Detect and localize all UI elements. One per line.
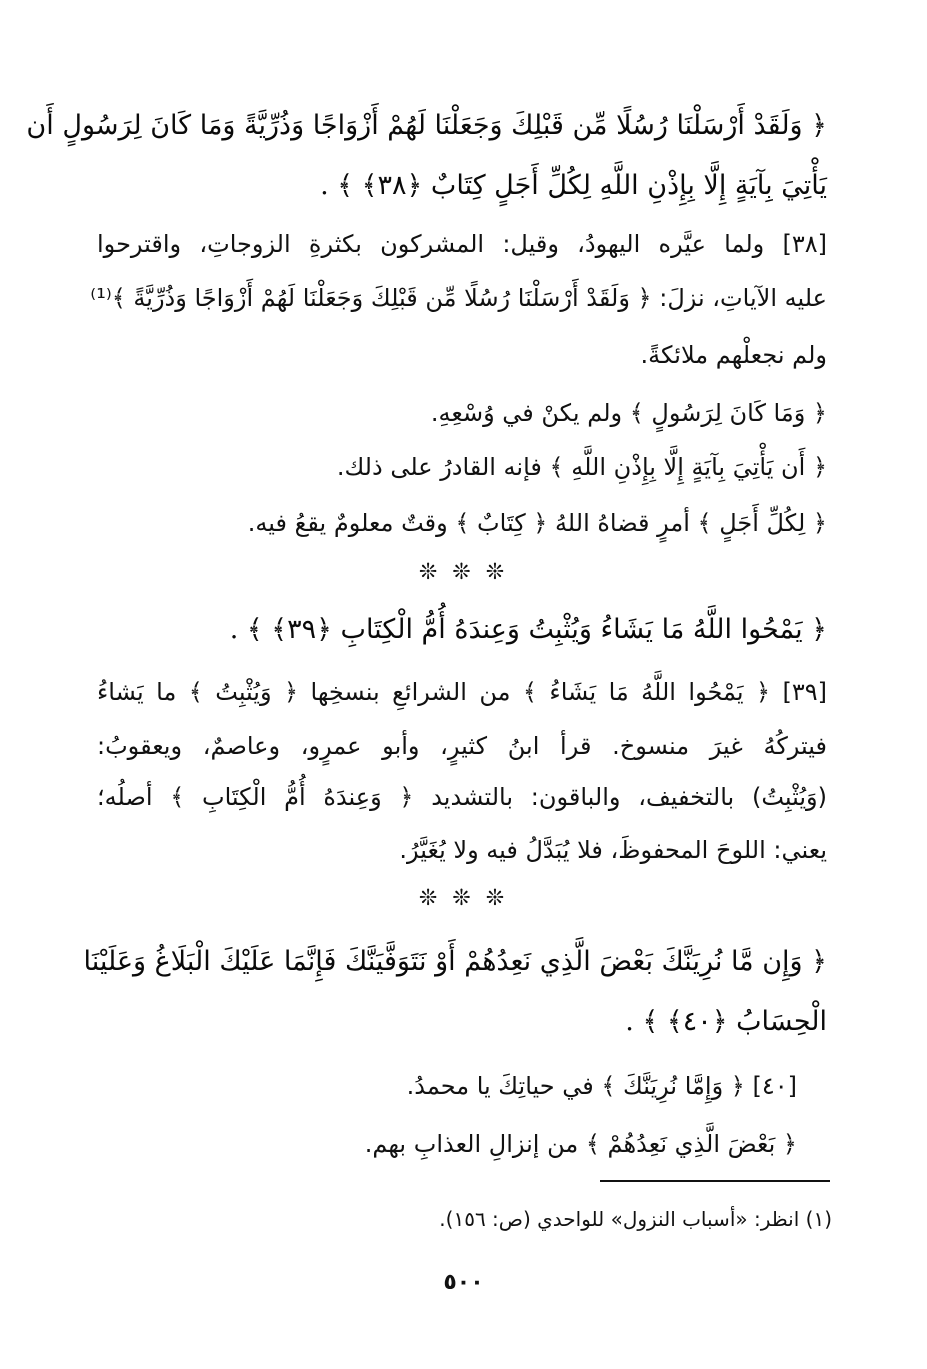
commentary-39-line-3: (وَيُثْبِتُ) بالتخفيف، والباقون: بالتشديد ﴿ وَعِندَهُ أُمُّ الْكِتَابِ ﴾ أصلُه؛	[97, 783, 827, 811]
commentary-39-line-1: [٣٩] ﴿ يَمْحُوا اللَّهُ مَا يَشَاءُ ﴾ من الشرائعِ بنسخِها ﴿ وَيُثْبِتُ ﴾ ما يَشاءُ	[97, 678, 827, 706]
commentary-39-line-2: فيتركُهُ غيرَ منسوخ. قرأ ابنُ كثيرٍ، وأبو عمرٍو، وعاصمٌ، ويعقوبُ:	[97, 732, 827, 760]
commentary-40-line-1: [٤٠] ﴿ وَإِمَّا نُرِيَنَّكَ ﴾ في حياتِكَ يا محمدُ.	[406, 1072, 797, 1100]
verse-38-line-2: يَأْتِيَ بِآيَةٍ إِلَّا بِإِذْنِ اللَّهِ لِكُلِّ أَجَلٍ كِتَابٌ ﴿٣٨﴾ ﴾ .	[320, 170, 827, 201]
commentary-38-line-1: [٣٨] ولما عيَّره اليهودُ، وقيل: المشركون بكثرةِ الزوجاتِ، واقترحوا	[97, 230, 827, 258]
section-separator: ❊ ❊ ❊	[418, 886, 509, 911]
commentary-38-line-4: ﴿ وَمَا كَانَ لِرَسُولٍ ﴾ ولم يكنْ في وُسْعِهِ.	[430, 399, 827, 427]
commentary-38-line-6: ﴿ لِكُلِّ أَجَلٍ ﴾ أمرٍ قضاهُ اللهُ ﴿ كِتَابٌ ﴾ وقتٌ معلومٌ يقعُ فيه.	[247, 509, 827, 537]
verse-40-line-2: الْحِسَابُ ﴿٤٠﴾ ﴾ .	[625, 1006, 827, 1037]
page-number: ٥٠٠	[443, 1270, 484, 1295]
commentary-39-line-4: يعني: اللوحَ المحفوظَ، فلا يُبَدَّلُ فيه ولا يُغَيَّرُ.	[399, 836, 827, 864]
footnote: (١) انظر: «أسباب النزول» للواحدي (ص: ١٥٦).	[439, 1207, 832, 1231]
verse-39-line-1: ﴿ يَمْحُوا اللَّهُ مَا يَشَاءُ وَيُثْبِتُ وَعِندَهُ أُمُّ الْكِتَابِ ﴿٣٩﴾ ﴾ .	[229, 614, 827, 645]
commentary-38-line-3: ولم نجعلْهم ملائكةً.	[640, 341, 827, 369]
verse-38-line-1: ﴿ وَلَقَدْ أَرْسَلْنَا رُسُلًا مِّن قَبْلِكَ وَجَعَلْنَا لَهُمْ أَزْوَاجًا وَذُرِّيَّةً وَمَا كَانَ لِرَسُولٍ أَن	[26, 110, 827, 141]
footnote-divider	[600, 1180, 830, 1182]
commentary-40-line-2: ﴿ بَعْضَ الَّذِي نَعِدُهُمْ ﴾ من إنزالِ العذابِ بهم.	[364, 1130, 797, 1158]
commentary-38-line-2: عليه الآياتِ، نزلَ: ﴿ وَلَقَدْ أَرْسَلْنَا رُسُلًا مِّن قَبْلِكَ وَجَعَلْنَا لَهُمْ أَزْوَاجًا وَذُرِّيَّةً ﴾⁽¹⁾	[90, 284, 827, 312]
section-separator: ❊ ❊ ❊	[418, 560, 509, 585]
verse-40-line-1: ﴿ وَإِن مَّا نُرِيَنَّكَ بَعْضَ الَّذِي نَعِدُهُمْ أَوْ نَتَوَفَّيَنَّكَ فَإِنَّمَا عَلَيْكَ الْبَلَاغُ وَعَلَيْنَا	[83, 946, 827, 977]
commentary-38-line-5: ﴿ أَن يَأْتِيَ بِآيَةٍ إِلَّا بِإِذْنِ اللَّهِ ﴾ فإنه القادرُ على ذلك.	[336, 453, 827, 481]
